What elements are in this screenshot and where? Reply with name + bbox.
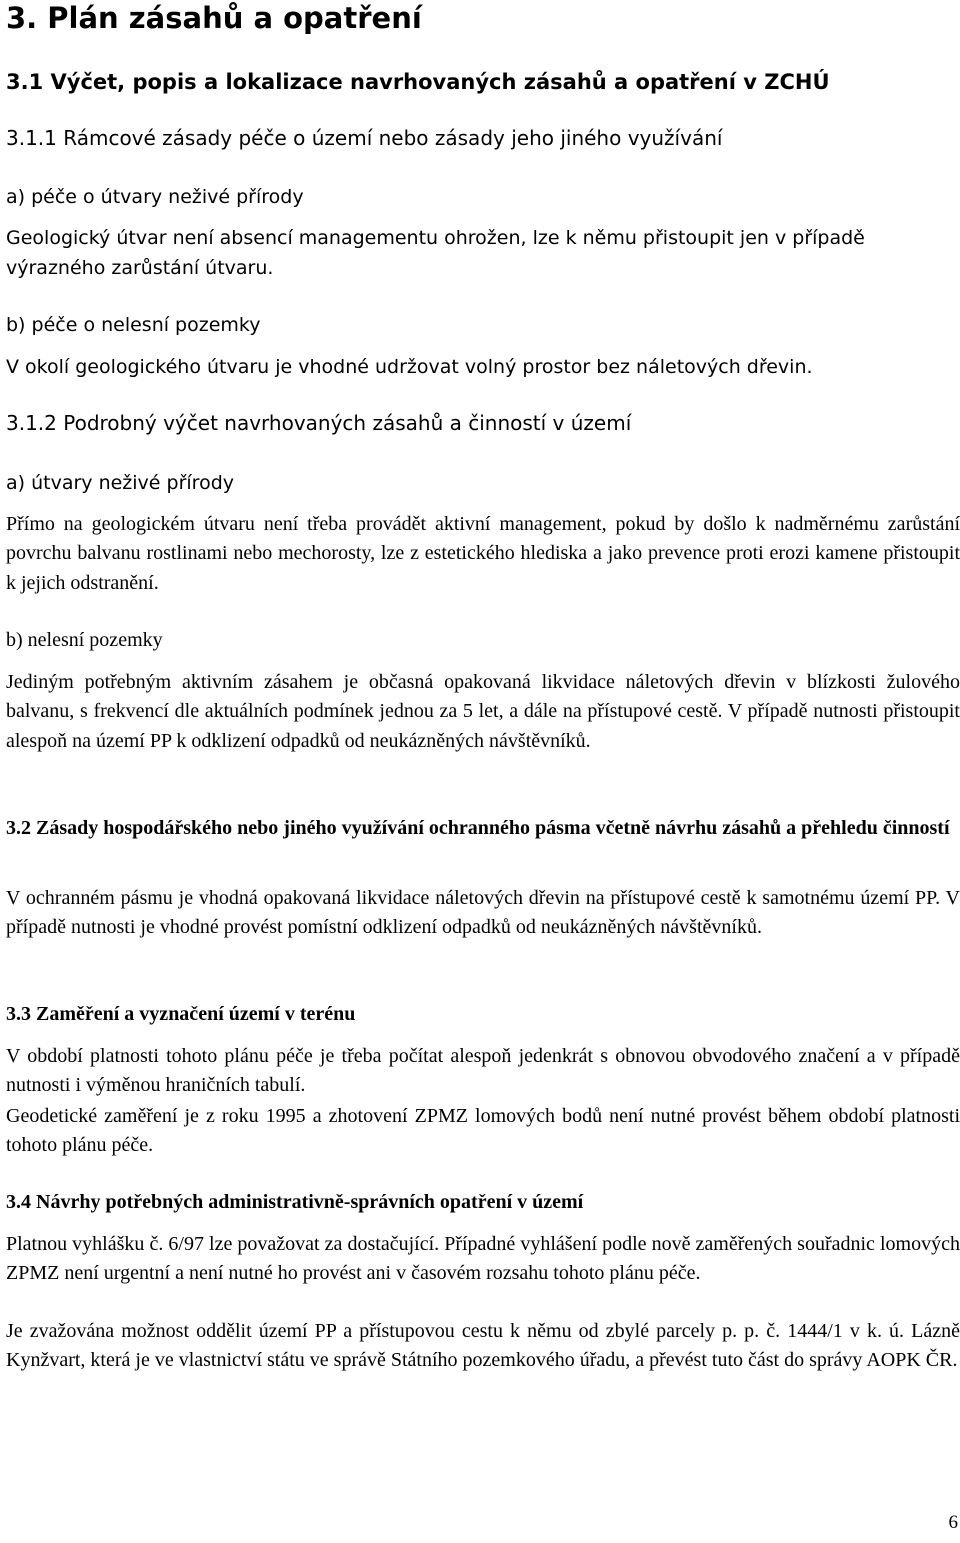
paragraph-3-4-b: Je zvažována možnost oddělit území PP a přístupovou cestu k němu od zbylé parcely p. p. č. 1444/1 v k. ú. Lázně Kynžvart, která je ve vlastnictví státu ve správě Státního pozemkového úřadu, a převést tuto část do správy AOPK ČR. [6,1320,960,1372]
paragraph-a1: Geologický útvar není absencí managementu ohrožen, lze k němu přistoupit jen v případě výrazného zarůstání útvaru. [6,227,865,279]
paragraph-b2: Jediným potřebným aktivním zásahem je občasná opakovaná likvidace náletových dřevin v blízkosti žulového balvanu, s frekvencí dle aktuálních podmínek jednou za 5 let, a dále na přístupové cestě. V případě nutnosti přistoupit alespoň na území PP k odklizení odpadků od neukázněných návštěvníků. [6,671,960,752]
paragraph-3-3-b: Geodetické zaměření je z roku 1995 a zhotovení ZPMZ lomových bodů není nutné provést během období platnosti tohoto plánu péče. [6,1105,960,1157]
heading-main: 3. Plán zásahů a opatření [6,1,422,35]
heading-3-1-1: 3.1.1 Rámcové zásady péče o území nebo zásady jeho jiného využívání [6,126,723,150]
paragraph-b1: V okolí geologického útvaru je vhodné udržovat volný prostor bez náletových dřevin. [6,356,813,378]
paragraph-3-3-a: V období platnosti tohoto plánu péče je třeba počítat alespoň jedenkrát s obnovou obvodového značení a v případě nutnosti i výměnou hraničních tabulí. [6,1045,960,1097]
heading-3-1-2: 3.1.2 Podrobný výčet navrhovaných zásahů a činností v území [6,411,632,435]
paragraph-3-4-a: Platnou vyhlášku č. 6/97 lze považovat za dostačující. Případné vyhlášení podle nově zaměřených souřadnic lomových ZPMZ není urgentní a není nutné ho provést ani v časovém rozsahu tohoto plánu péče. [6,1233,960,1285]
subheading-b2: b) nelesní pozemky [6,629,163,651]
heading-3-1: 3.1 Výčet, popis a lokalizace navrhovaných zásahů a opatření v ZCHÚ [6,70,830,94]
page-number: 6 [948,1512,958,1533]
heading-3-3: 3.3 Zaměření a vyznačení území v terénu [6,1003,356,1025]
subheading-a2: a) útvary neživé přírody [6,472,234,494]
paragraph-a2: Přímo na geologickém útvaru není třeba provádět aktivní management, pokud by došlo k nadměrnému zarůstání povrchu balvanu rostlinami nebo mechorosty, lze z estetického hlediska a jako prevence proti erozi kamene přistoupit k jejich odstranění. [6,513,960,594]
subheading-b1: b) péče o nelesní pozemky [6,314,261,336]
subheading-a1: a) péče o útvary neživé přírody [6,186,304,208]
paragraph-3-2: V ochranném pásmu je vhodná opakovaná likvidace náletových dřevin na přístupové cestě k samotnému území PP. V případě nutnosti je vhodné provést pomístní odklizení odpadků od neukázněných návštěvníků. [6,887,960,939]
heading-3-4: 3.4 Návrhy potřebných administrativně-správních opatření v území [6,1191,584,1213]
heading-3-2: 3.2 Zásady hospodářského nebo jiného využívání ochranného pásma včetně návrhu zásahů a přehledu činností [6,817,950,839]
